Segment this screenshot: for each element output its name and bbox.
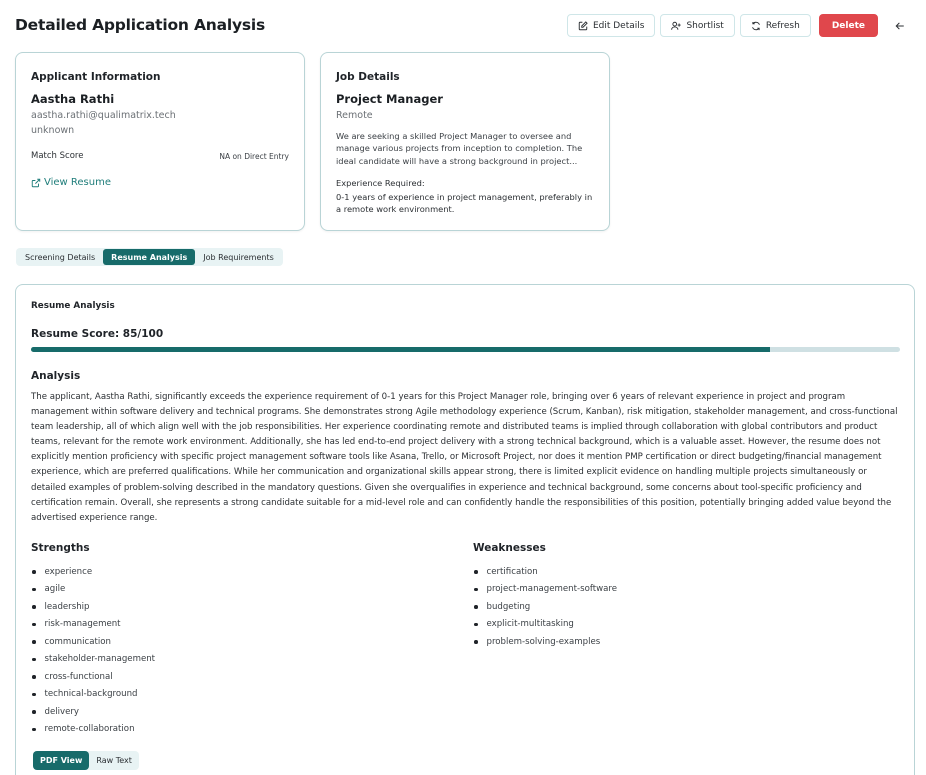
refresh-icon (751, 21, 761, 31)
list-item: risk-management (31, 616, 155, 634)
edit-icon (578, 21, 588, 31)
list-item: leadership (31, 598, 155, 616)
resume-score: Resume Score: 85/100 (31, 328, 164, 340)
applicant-info-card (15, 52, 305, 231)
refresh-button[interactable] (740, 14, 811, 37)
delete-button[interactable]: Delete (819, 14, 878, 37)
resume-score-bar-fill (31, 347, 770, 352)
weaknesses-heading: Weaknesses (473, 542, 546, 554)
list-item: explicit-multitasking (473, 616, 617, 634)
back-button[interactable] (889, 15, 911, 37)
analysis-heading: Analysis (31, 370, 81, 382)
external-link-icon (31, 178, 41, 188)
page-title: Detailed Application Analysis (15, 16, 266, 34)
experience-required-text: 0-1 years of experience in project management, preferably in a remote work environment. (336, 192, 593, 215)
applicant-card-title: Applicant Information (31, 71, 161, 83)
pdf-view-button[interactable]: PDF View (33, 751, 89, 770)
view-resume-link[interactable] (31, 177, 111, 188)
strengths-heading: Strengths (31, 542, 90, 554)
list-item: problem-solving-examples (473, 633, 617, 651)
job-description: We are seeking a skilled Project Manager to oversee and manage various projects from inception to completion. The ideal candidate will have a strong background in project... (336, 131, 583, 166)
list-item: delivery (31, 703, 155, 721)
list-item: project-management-software (473, 581, 617, 599)
detail-tabs (16, 248, 283, 266)
list-item: technical-background (31, 686, 155, 704)
list-item: agile (31, 581, 155, 599)
list-item: budgeting (473, 598, 617, 616)
list-item: communication (31, 633, 155, 651)
list-item: remote-collaboration (31, 721, 155, 739)
analysis-text: The applicant, Aastha Rathi, significantly exceeds the experience requirement of 0-1 years for this Project Manager role, bringing over 6 years of relevant experience in project and program management within software delivery and technical programs. She demonstrates strong Agile methodology experience (Scrum, Kanban), risk mitigation, stakeholder management, and cross-functional team leadership, all of which align well with the job responsibilities. Her experience coordinating remote and distributed teams is implied through collaboration with global contributors and product teams, relevant for the remote work environment. Additionally, she has led end-to-end project delivery with a strong technical background, which is a valuable asset. However, the resume does not explicitly mention proficiency with specific project management software tools like Asana, Trello, or Microsoft Project, nor does it mention PMP certification or direct budgeting/financial management experience, which are preferred qualifications. While her communication and organizational skills appear strong, there is limited explicit evidence on handling multiple projects simultaneously or detailed examples of problem-solving described in the mandatory questions. Given she overqualifies in experience and technical background, some concerns about tool-specific proficiency and certification remain. Overall, she represents a strong candidate suitable for a mid-level role and can confidently handle the responsibilities of this position, potentially bringing added value beyond the advertised experience range. (31, 392, 898, 523)
edit-details-label: Edit Details (592, 20, 645, 31)
resume-score-bar (31, 347, 900, 352)
list-item: certification (473, 563, 617, 581)
applicant-email: aastha.rathi@qualimatrix.tech (31, 110, 176, 121)
page-header (15, 14, 911, 38)
arrow-left-icon (895, 21, 905, 31)
job-location: Remote (336, 110, 373, 121)
shortlist-button[interactable] (660, 14, 734, 37)
user-plus-icon (671, 21, 681, 31)
resume-analysis-title: Resume Analysis (31, 301, 115, 311)
strengths-list (31, 563, 155, 738)
applicant-name: Aastha Rathi (31, 92, 115, 106)
job-details-card (320, 52, 610, 231)
shortlist-label: Shortlist (686, 20, 724, 31)
experience-required-label: Experience Required: (336, 178, 425, 188)
tab-job-requirements[interactable]: Job Requirements (203, 252, 274, 262)
tab-resume-analysis[interactable]: Resume Analysis (103, 249, 195, 265)
resume-view-toggle (33, 751, 139, 770)
weaknesses-list (473, 563, 617, 651)
resume-analysis-panel (15, 284, 915, 775)
list-item: stakeholder-management (31, 651, 155, 669)
edit-details-button[interactable] (567, 14, 656, 37)
match-score-label: Match Score (31, 151, 84, 161)
raw-text-button[interactable]: Raw Text (96, 756, 132, 765)
job-card-title: Job Details (336, 71, 400, 83)
refresh-label: Refresh (765, 20, 800, 31)
applicant-location: unknown (31, 125, 75, 136)
list-item: experience (31, 563, 155, 581)
list-item: cross-functional (31, 668, 155, 686)
tab-screening-details[interactable]: Screening Details (25, 252, 96, 262)
match-score-value: NA on Direct Entry (219, 152, 289, 161)
header-actions (567, 14, 911, 37)
view-resume-label: View Resume (44, 177, 112, 188)
job-title: Project Manager (336, 92, 443, 106)
